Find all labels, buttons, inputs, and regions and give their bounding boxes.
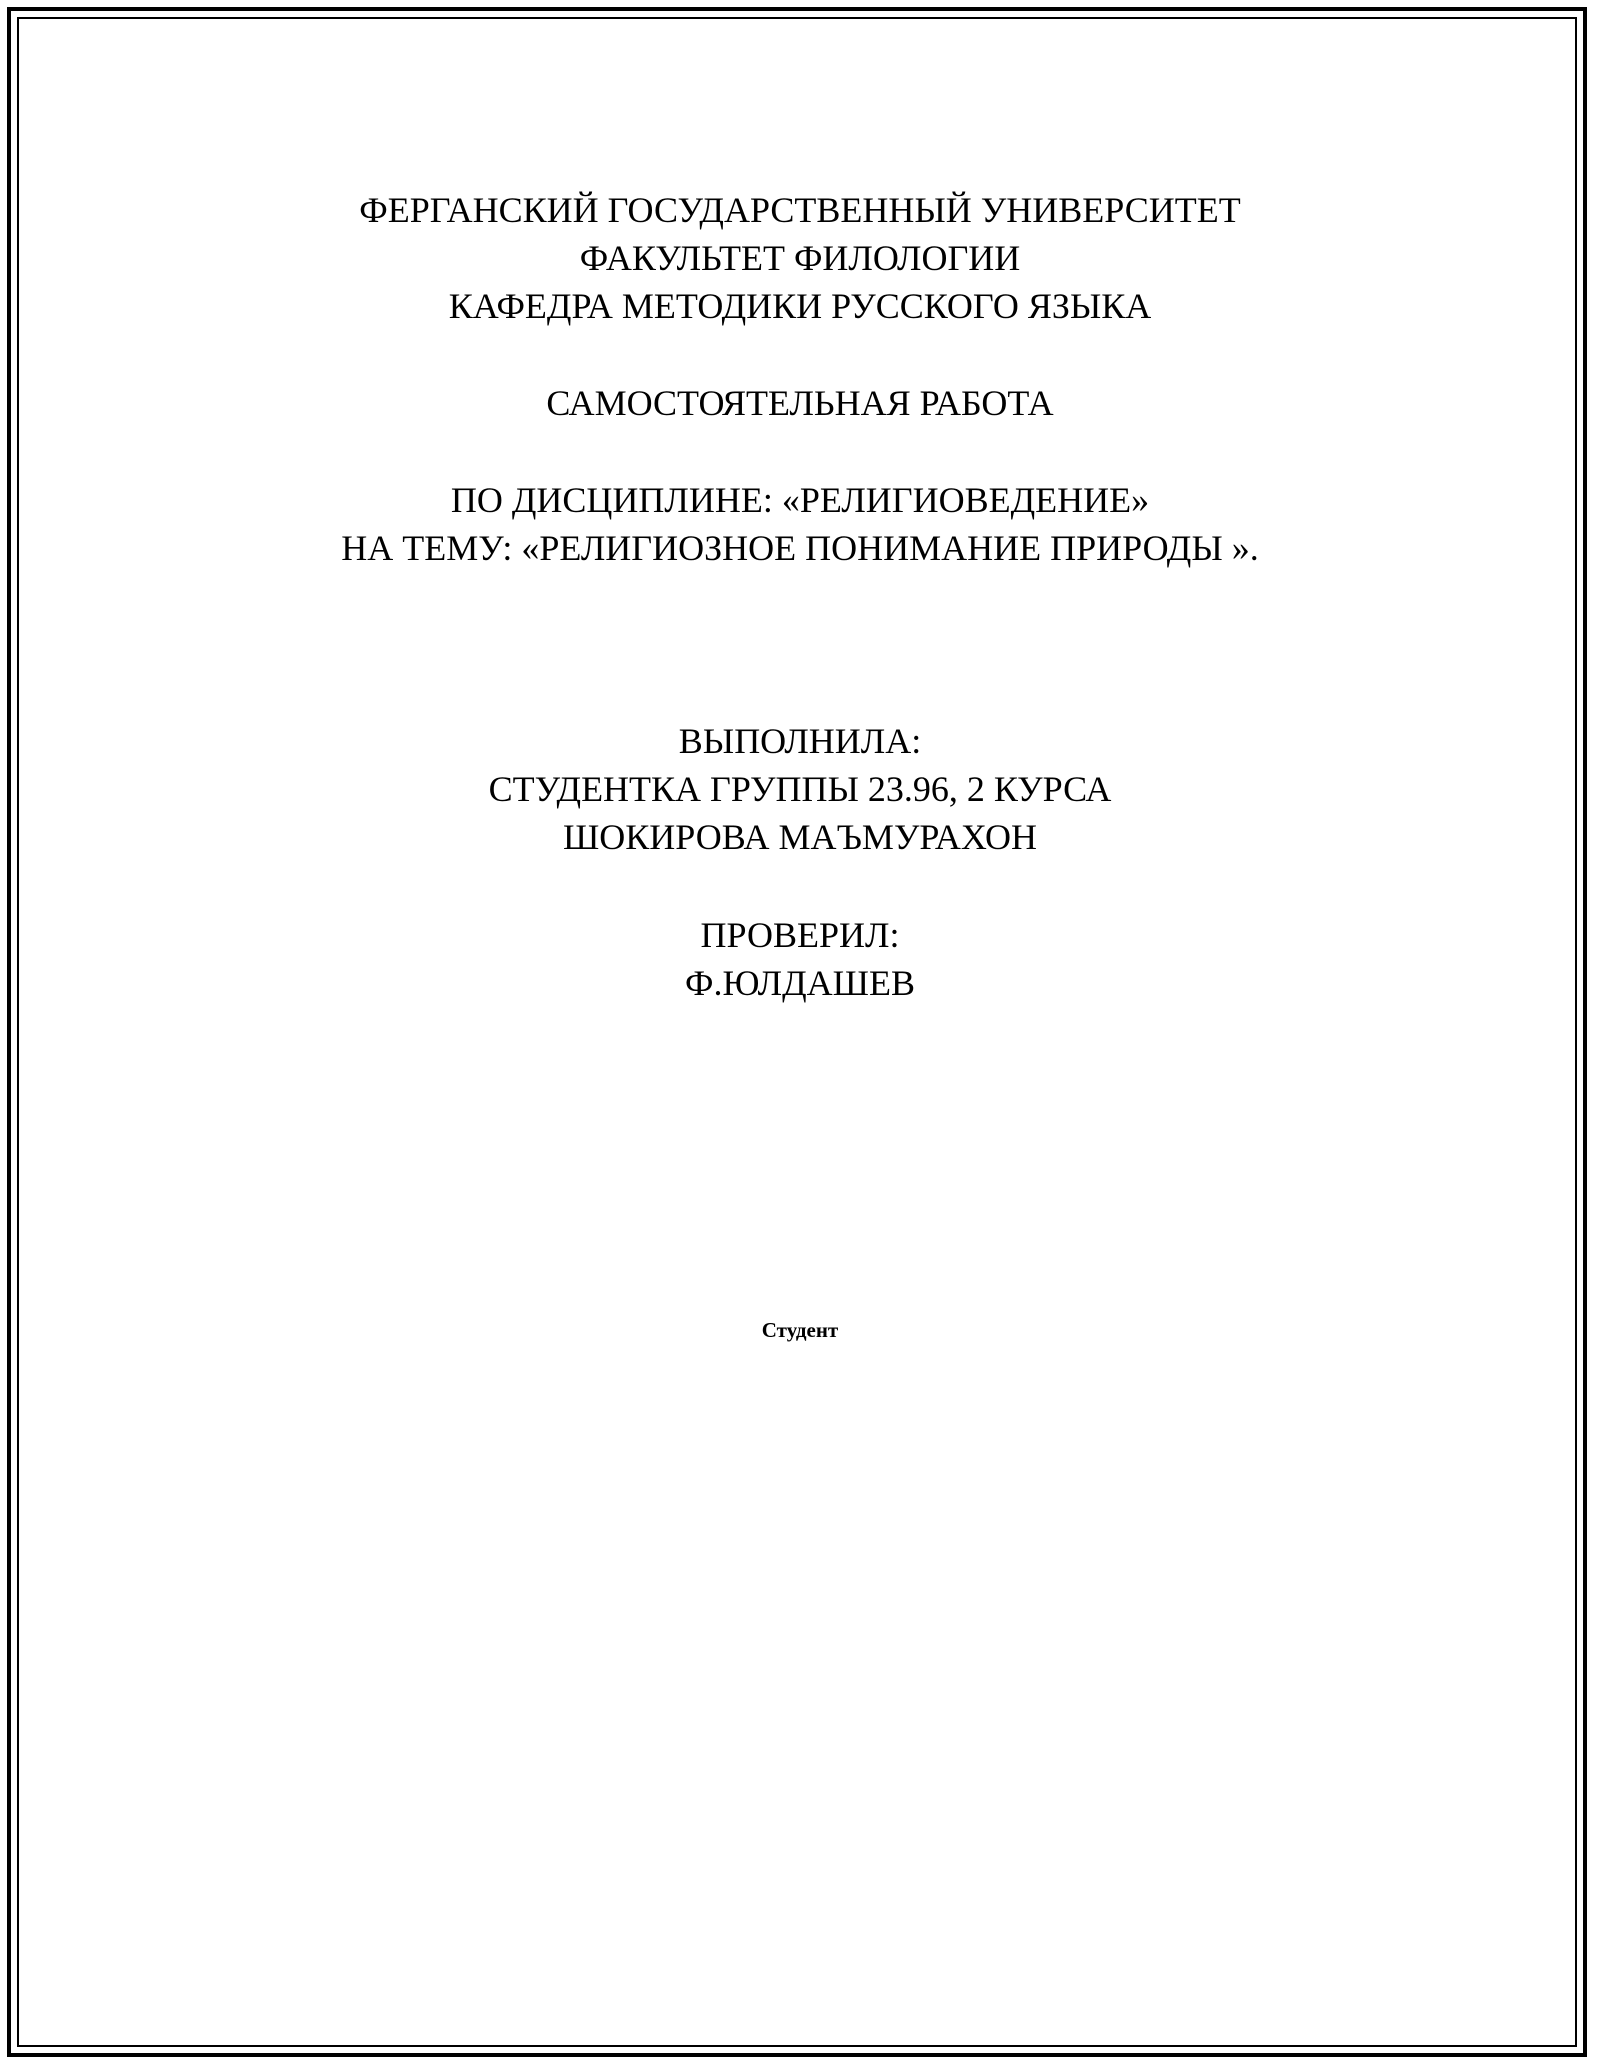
author-label: ВЫПОЛНИЛА: [678, 721, 922, 761]
work-type: САМОСТОЯТЕЛЬНАЯ РАБОТА [546, 383, 1054, 423]
faculty-name: ФАКУЛЬТЕТ ФИЛОЛОГИИ [579, 238, 1021, 278]
university-name: ФЕРГАНСКИЙ ГОСУДАРСТВЕННЫЙ УНИВЕРСИТЕТ [359, 190, 1241, 230]
author-group: СТУДЕНТКА ГРУППЫ 23.96, 2 КУРСА [488, 769, 1112, 809]
topic: НА ТЕМУ: «РЕЛИГИОЗНОЕ ПОНИМАНИЕ ПРИРОДЫ ». [341, 528, 1259, 568]
footer-note: Студент [761, 1318, 839, 1342]
author-name: ШОКИРОВА МАЪМУРАХОН [562, 817, 1038, 857]
reviewer-label: ПРОВЕРИЛ: [700, 915, 900, 955]
department-name: КАФЕДРА МЕТОДИКИ РУССКОГО ЯЗЫКА [448, 286, 1152, 326]
discipline: ПО ДИСЦИПЛИНЕ: «РЕЛИГИОВЕДЕНИЕ» [450, 480, 1150, 520]
reviewer-name: Ф.ЮЛДАШЕВ [685, 963, 915, 1003]
